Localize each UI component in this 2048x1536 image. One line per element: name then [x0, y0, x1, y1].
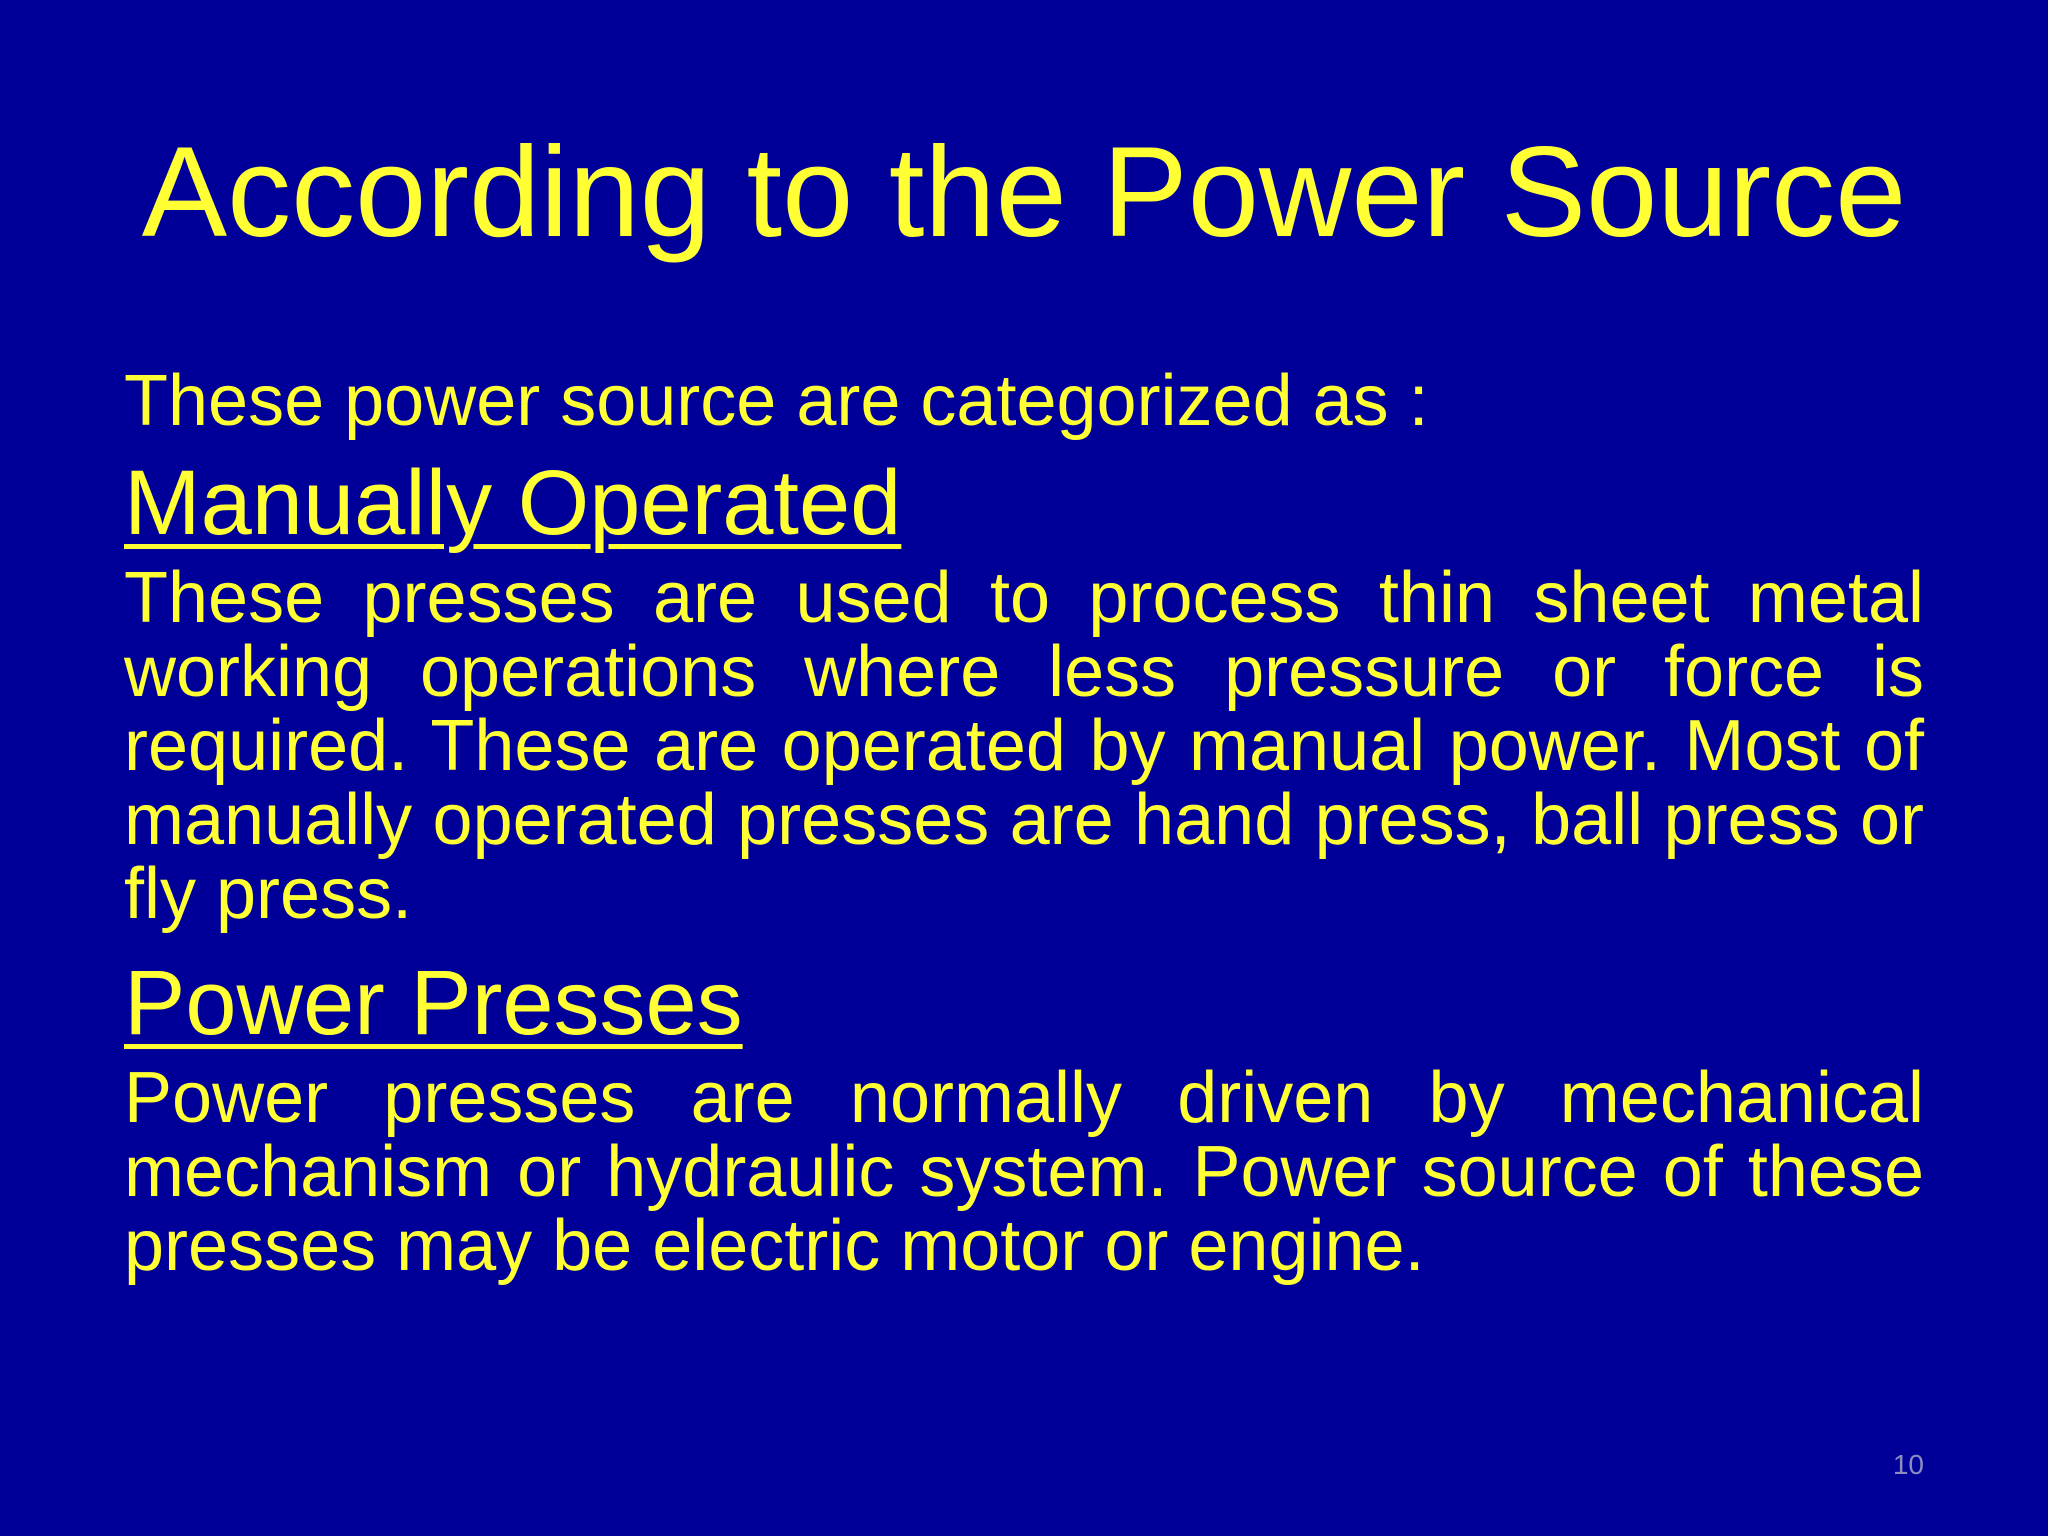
slide-content	[124, 355, 1924, 1305]
slide-title: According to the Power Source	[141, 121, 1907, 264]
section-body-manually-operated: These presses are used to process thin sheet metal working operations where less pressure or force is required. These are operated by manual power. Most of manually operated presses are hand press, ball press or fly press.	[124, 558, 1924, 934]
section-heading-manually-operated: Manually Operated	[124, 452, 902, 554]
intro-text: These power source are categorized as :	[124, 361, 1429, 441]
section-body-power-presses: Power presses are normally driven by mechanical mechanism or hydraulic system. Power source of these presses may be electric motor or engine.	[124, 1058, 1924, 1286]
section-heading-power-presses: Power Presses	[124, 952, 743, 1054]
page-number: 10	[1892, 1449, 1924, 1480]
